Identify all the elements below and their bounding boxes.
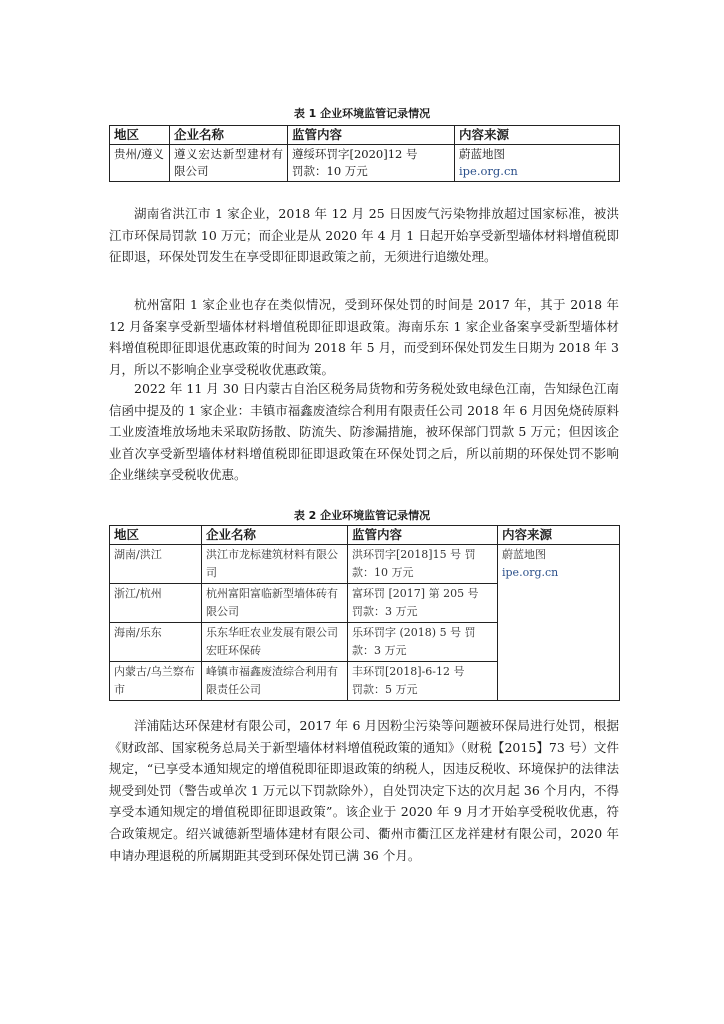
region-cell: 内蒙古/乌兰察布市 xyxy=(110,662,202,701)
source-name: 蔚蓝地图 xyxy=(502,548,546,561)
company-cell: 洪江市龙标建筑材料有限公司 xyxy=(202,545,348,584)
table2-header-region: 地区 xyxy=(110,526,202,545)
table1-header-content: 监管内容 xyxy=(288,126,455,145)
table2-header-row xyxy=(110,526,620,545)
penalty-doc-number: 洪环罚字[2018]15 号 罚 xyxy=(352,548,476,561)
table2-header-company: 企业名称 xyxy=(202,526,348,545)
company-cell: 峰镇市福鑫废渣综合利用有限责任公司 xyxy=(202,662,348,701)
table2-caption: 表 2 企业环境监管记录情况 xyxy=(293,509,431,522)
source-cell xyxy=(498,545,620,701)
penalty-amount: 罚款：10 万元 xyxy=(292,164,368,178)
table2-header-content: 监管内容 xyxy=(348,526,498,545)
table2 xyxy=(109,525,620,701)
paragraph-3: 2022 年 11 月 30 日内蒙古自治区税务局货物和劳务税处致电绿色江南，告知绿色江南信函中提及的 1 家企业：丰镇市福鑫废渣综合利用有限责任公司 2018 年 6 月因免烧砖原料工业废渣堆放场地未采取防扬散、防流失、防渗漏措施，被环保部门罚款 5 万元；但因该企业首次享受新型墙体材料增值税即征即退政策在环保处罚之后，所以前期的环保处罚不影响企业继续享受税收优惠。 xyxy=(109,381,619,483)
paragraph-4: 洋浦陆达环保建材有限公司，2017 年 6 月因粉尘污染等问题被环保局进行处罚，根据《财政部、国家税务总局关于新型墙体材料增值税政策的通知》（财税【2015】73 号）文件规定，“已享受本通知规定的增值税即征即退政策的纳税人，因违反税收、环境保护的法律法规受到处罚（警告或单次 1 万元以下罚款除外），自处罚决定下达的次月起 36 个月内，不得享受本通知规定的增值税即征即退政策”。该企业于 2020 年 9 月才开始享受税收优惠，符合政策规定。绍兴诚德新型墙体建材有限公司、衢州市衢江区龙祥建材有限公司，2020 年申请办理退税的所属期距其受到环保处罚已满 36 个月。 xyxy=(109,718,619,863)
table1-header-source: 内容来源 xyxy=(455,126,620,145)
table2-header-source: 内容来源 xyxy=(498,526,620,545)
penalty-doc-number: 丰环罚[2018]-6-12 号 xyxy=(352,665,465,678)
table-row xyxy=(110,545,620,584)
penalty-amount: 罚款：3 万元 xyxy=(352,605,418,618)
region-cell: 浙江/杭州 xyxy=(110,584,202,623)
table1-header-region: 地区 xyxy=(110,126,170,145)
source-cell xyxy=(455,145,620,182)
content-cell xyxy=(348,623,498,662)
table1 xyxy=(109,125,620,182)
penalty-doc-number: 乐环罚字 (2018) 5 号 罚 xyxy=(352,626,476,639)
source-link[interactable]: ipe.org.cn xyxy=(459,164,518,178)
source-link[interactable]: ipe.org.cn xyxy=(502,566,559,579)
content-cell xyxy=(348,662,498,701)
source-name: 蔚蓝地图 xyxy=(459,147,505,161)
table1-header-row xyxy=(110,126,620,145)
paragraph-2: 杭州富阳 1 家企业也存在类似情况，受到环保处罚的时间是 2017 年，其于 2018 年 12 月备案享受新型墙体材料增值税即征即退政策。海南乐东 1 家企业备案享受新型墙体材料增值税即征即退优惠政策的时间为 2018 年 5 月，而受到环保处罚发生日期为 2018 年 3 月，所以不影响企业享受税收优惠政策。 xyxy=(109,297,619,377)
table1-caption: 表 1 企业环境监管记录情况 xyxy=(293,107,431,120)
table1-header-company: 企业名称 xyxy=(170,126,288,145)
penalty-doc-number: 富环罚 [2017] 第 205 号 xyxy=(352,587,479,600)
paragraph-1: 湖南省洪江市 1 家企业，2018 年 12 月 25 日因废气污染物排放超过国家标准，被洪江市环保局罚款 10 万元；而企业是从 2020 年 4 月 1 日起开始享受新型墙体材料增值税即征即退，环保处罚发生在享受即征即退政策之前，无须进行追缴处理。 xyxy=(109,206,619,265)
company-cell: 杭州富阳富临新型墙体砖有限公司 xyxy=(202,584,348,623)
content-cell xyxy=(348,545,498,584)
region-cell: 湖南/洪江 xyxy=(110,545,202,584)
company-cell: 乐东华旺农业发展有限公司宏旺环保砖 xyxy=(202,623,348,662)
content-cell xyxy=(348,584,498,623)
table-row xyxy=(110,145,620,182)
penalty-amount: 罚款：5 万元 xyxy=(352,683,418,696)
penalty-amount: 款：3 万元 xyxy=(352,644,407,657)
region-cell: 海南/乐东 xyxy=(110,623,202,662)
penalty-doc-number: 遵绥环罚字[2020]12 号 xyxy=(292,147,418,161)
penalty-amount: 款：10 万元 xyxy=(352,566,414,579)
company-cell: 遵义宏达新型建材有限公司 xyxy=(170,145,288,182)
content-cell xyxy=(288,145,455,182)
region-cell: 贵州/遵义 xyxy=(110,145,170,182)
